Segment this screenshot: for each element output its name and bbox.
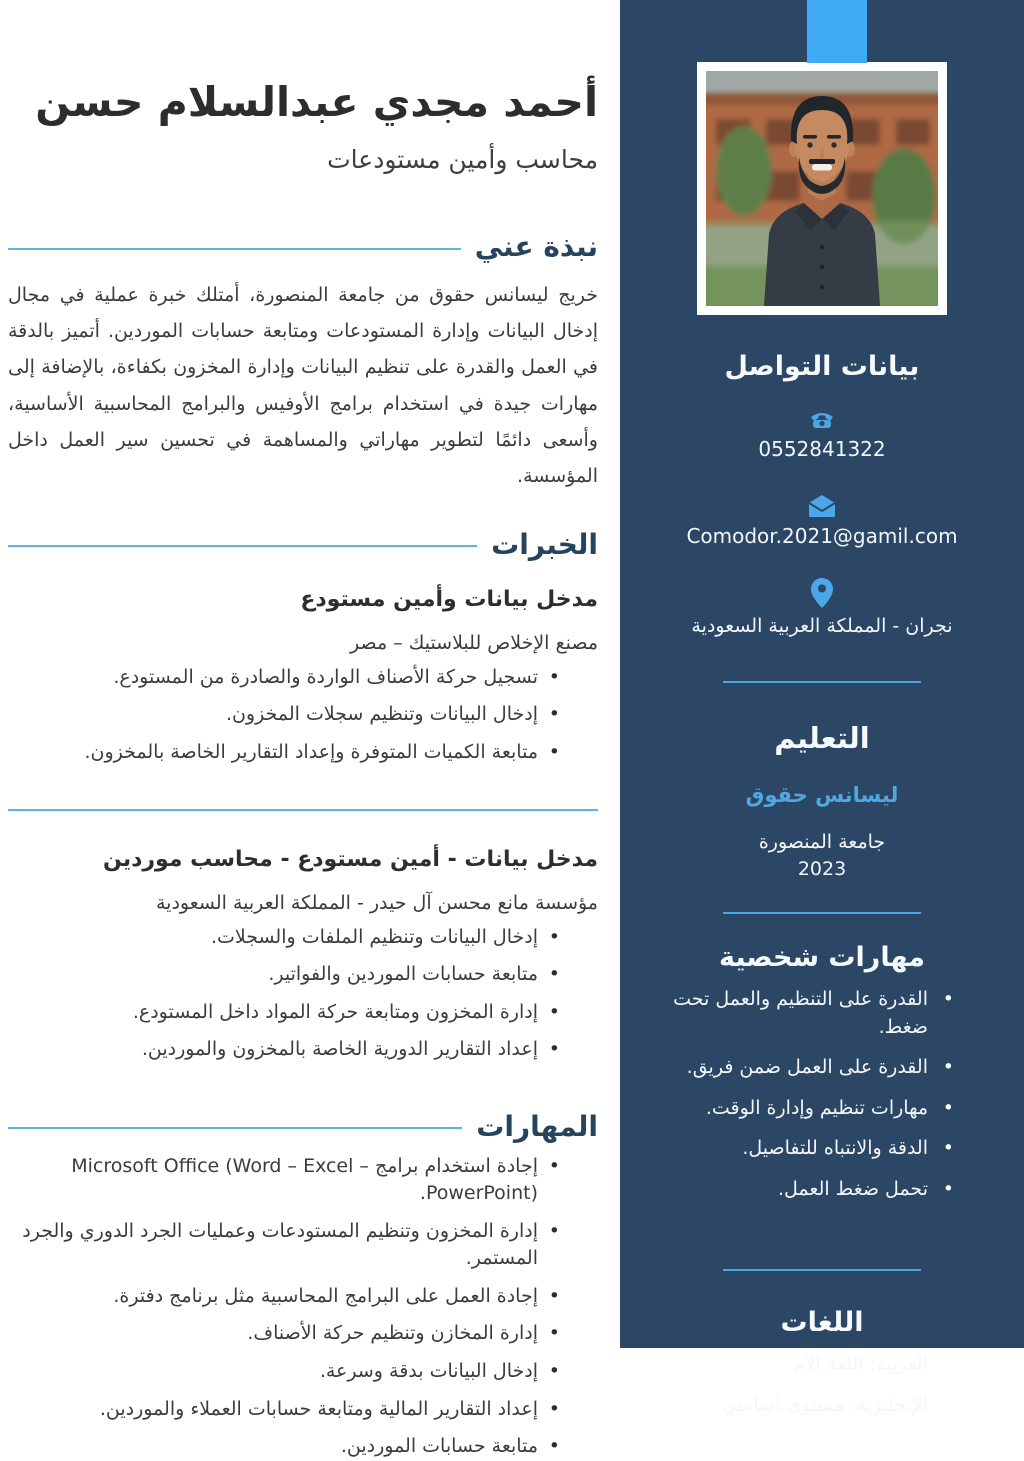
sidebar-divider — [723, 912, 921, 914]
profile-photo-illustration — [706, 71, 938, 306]
email-icon — [620, 493, 1024, 517]
personal-skill-item: • مهارات تنظيم وإدارة الوقت. — [648, 1095, 954, 1123]
skill-item: • إدارة المخزون وتنظيم المستودعات وعمليات الجرد الدوري والجرد المستمر. — [8, 1218, 560, 1273]
job-bullet: • تسجيل حركة الأصناف الواردة والصادرة من المستودع. — [8, 664, 560, 692]
job-company: مصنع الإخلاص للبلاستيك – مصر — [349, 631, 598, 654]
personal-skill-item: • القدرة على التنظيم والعمل تحت ضغط. — [648, 986, 954, 1041]
contact-item-location — [620, 578, 1024, 637]
job-bullet: • متابعة الكميات المتوفرة وإعداد التقارير الخاصة بالمخزون. — [8, 739, 560, 767]
sidebar-divider — [723, 1269, 921, 1271]
profile-photo — [697, 62, 947, 315]
contact-item-phone — [620, 406, 1024, 461]
language-item: • العربية: اللغة الأم — [648, 1351, 954, 1379]
skill-item: • إجادة استخدام برامج Microsoft Office (Word – Excel – PowerPoint). — [8, 1153, 560, 1208]
job-bullet: • إدخال البيانات وتنظيم الملفات والسجلات. — [8, 924, 560, 952]
experience-job-2 — [8, 847, 598, 1064]
job-title: مدخل بيانات - أمين مستودع - محاسب موردين — [103, 846, 598, 872]
language-item: • الإنجليزية: مستوى أساسي — [648, 1392, 954, 1420]
experience-heading: الخبرات — [491, 527, 598, 561]
education-section-heading: التعليم — [774, 721, 870, 755]
skill-item: • متابعة حسابات الموردين. — [8, 1433, 560, 1461]
skill-item: • إجادة العمل على البرامج المحاسبية مثل برنامج دفترة. — [8, 1283, 560, 1311]
skills-list — [8, 1153, 598, 1461]
skills-heading: المهارات — [476, 1109, 598, 1143]
personal-skills-section-heading: مهارات شخصية — [718, 942, 926, 973]
sidebar-divider — [723, 681, 921, 683]
about-text: خريج ليسانس حقوق من جامعة المنصورة، أمتلك خبرة عملية في مجال إدخال البيانات وإدارة المستودعات ومتابعة حسابات الموردين. أتميز بالدقة في العمل والقدرة على تنظيم البيانات وإدارة المخزون بكفاءة، بالإضافة إلى مهارات جيدة في استخدام برامج الأوفيس والبرامج المحاسبية الأساسية، وأسعى دائمًا لتطوير مهاراتي والمساهمة في تحسين سير العمل داخل المؤسسة. — [8, 284, 598, 487]
ribbon-accent — [807, 0, 867, 63]
skills-section-header — [8, 1110, 598, 1143]
personal-skills-list — [620, 986, 1024, 1203]
heading-rule — [8, 1127, 462, 1129]
skill-item: • إدخال البيانات بدقة وسرعة. — [8, 1358, 560, 1386]
experience-section-header — [8, 528, 598, 561]
candidate-title: محاسب وأمين مستودعات — [327, 145, 598, 175]
job-separator — [8, 809, 598, 811]
heading-rule — [8, 545, 477, 547]
skill-item: • إعداد التقارير المالية ومتابعة حسابات العملاء والموردين. — [8, 1396, 560, 1424]
candidate-name: أحمد مجدي عبدالسلام حسن — [35, 78, 598, 126]
job-bullet: • إعداد التقارير الدورية الخاصة بالمخزون والموردين. — [8, 1036, 560, 1064]
phone-number: 0552841322 — [758, 437, 886, 461]
email-address: Comodor.2021@gamil.com — [686, 524, 958, 548]
contact-section-heading: بيانات التواصل — [724, 351, 920, 382]
job-bullets — [8, 664, 598, 767]
heading-rule — [8, 248, 461, 250]
about-section-header — [8, 230, 598, 263]
phone-icon — [620, 406, 1024, 430]
education-year: 2023 — [797, 858, 847, 880]
languages-section-heading: اللغات — [780, 1307, 864, 1339]
education-university: جامعة المنصورة — [758, 831, 886, 853]
location-pin-icon — [620, 578, 1024, 608]
sidebar — [620, 0, 1024, 1416]
languages-list — [620, 1351, 1024, 1419]
experience-job-1 — [8, 587, 598, 767]
job-bullet: • إدخال البيانات وتنظيم سجلات المخزون. — [8, 701, 560, 729]
contact-item-email — [620, 493, 1024, 548]
job-bullet: • متابعة حسابات الموردين والفواتير. — [8, 961, 560, 989]
job-bullet: • إدارة المخزون ومتابعة حركة المواد داخل المستودع. — [8, 999, 560, 1027]
location-text: نجران - المملكة العربية السعودية — [691, 615, 953, 637]
job-company: مؤسسة مانع محسن آل حيدر - المملكة العربية السعودية — [155, 891, 598, 914]
personal-skill-item: • القدرة على العمل ضمن فريق. — [648, 1054, 954, 1082]
skill-item: • إدارة المخازن وتنظيم حركة الأصناف. — [8, 1320, 560, 1348]
personal-skill-item: • تحمل ضغط العمل. — [648, 1176, 954, 1204]
job-title: مدخل بيانات وأمين مستودع — [300, 586, 598, 612]
education-degree: ليسانس حقوق — [745, 783, 899, 807]
about-heading: نبذة عني — [474, 230, 598, 264]
job-bullets — [8, 924, 598, 1064]
personal-skill-item: • الدقة والانتباه للتفاصيل. — [648, 1135, 954, 1163]
